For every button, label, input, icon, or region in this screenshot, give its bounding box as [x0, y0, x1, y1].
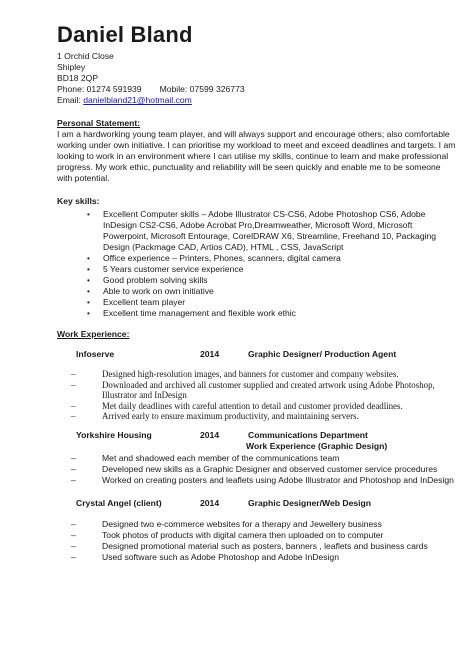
job-header [57, 498, 457, 509]
duty-item: – Developed new skills as a Graphic Designer and observed customer service procedures [71, 463, 438, 474]
duty-item: – Took photos of products with digital camera then uploaded on to computer [71, 529, 384, 540]
job-duties [57, 453, 457, 486]
cv-page [57, 22, 457, 563]
duty-item: – Used software such as Adobe Photoshop and Adobe InDesign [71, 551, 339, 562]
job-role: Graphic Designer/ Production Agent [248, 349, 397, 359]
duty-item: – Met and shadowed each member of the communications team [71, 452, 340, 463]
job-role-secondary [57, 441, 457, 452]
job-company: Crystal Angel (client) [76, 497, 162, 508]
phone-number: Phone: 01274 591939 [57, 84, 142, 94]
email-row [57, 95, 457, 106]
dash-icon: – [71, 551, 76, 562]
dash-icon: – [71, 540, 76, 551]
experience-heading: Work Experience: [57, 329, 130, 339]
skills-list [57, 209, 457, 319]
bullet-icon: • [87, 309, 90, 318]
dash-icon: – [71, 529, 76, 540]
job-header [57, 430, 457, 441]
duty-item: – Worked on creating posters and leaflets using Adobe Illustrator and Photoshop and InDesign [71, 474, 454, 485]
address-line-2: Shipley [57, 62, 86, 72]
job-year: 2014 [200, 497, 220, 508]
skill-item: • Good problem solving skills [87, 275, 208, 285]
skill-item: • Excellent time management and flexible work ethic [87, 308, 296, 318]
skill-item: • Excellent team player [87, 297, 186, 307]
skill-item: • Excellent Computer skills – Adobe Illustrator CS-CS6, Adobe Photoshop CS6, Adobe InDesign CS2-CS6, Adobe Acrobat Pro,Dreamweather, Microsoft Word, Microsoft Powerpoint, Microsoft Entourage, CorelDRAW X6, Streamline, Freehand 10, Packaging Design (Packmage CAD, Artios CAD), HTML , CSS, JavaScript [87, 209, 437, 252]
duty-item: – Designed two e-commerce websites for a therapy and Jewellery business [71, 518, 382, 529]
postcode: BD18 2QP [57, 73, 99, 83]
bullet-icon: • [87, 210, 90, 219]
job-role-line-2: Work Experience (Graphic Design) [246, 440, 388, 451]
duty-item: – Downloaded and archived all customer supplied and created artwork using Adobe Photoshop, Illustrator and InDesign [71, 379, 435, 400]
job-duties [57, 369, 457, 422]
cv-name: Daniel Bland [57, 22, 193, 47]
skill-item: • Office experience – Printers, Phones, scanners, digital camera [87, 253, 341, 263]
bullet-icon: • [87, 265, 90, 274]
dash-icon: – [71, 400, 76, 411]
bullet-icon: • [87, 276, 90, 285]
job-role: Graphic Designer/Web Design [248, 497, 372, 508]
email-link[interactable]: danielbland21@hotmail.com [83, 95, 192, 105]
duty-item: – Designed promotional material such as posters, banners , leaflets and business cards [71, 540, 428, 551]
dash-icon: – [71, 474, 76, 485]
dash-icon: – [71, 518, 76, 529]
job-company: Yorkshire Housing [76, 429, 152, 440]
job-header [57, 349, 457, 360]
job-year: 2014 [200, 429, 220, 440]
bullet-icon: • [87, 254, 90, 263]
duty-item: – Met daily deadlines with careful attention to detail and customer provided deadlines. [71, 400, 403, 411]
dash-icon: – [71, 411, 76, 421]
dash-icon: – [71, 452, 76, 463]
job-role: Communications Department [248, 429, 368, 440]
mobile-number: Mobile: 07599 326773 [159, 84, 245, 94]
dash-icon: – [71, 463, 76, 474]
skills-heading: Key skills: [57, 196, 100, 206]
address-line-1: 1 Orchid Close [57, 51, 114, 61]
statement-heading: Personal Statement: [57, 118, 141, 128]
duty-item: – Designed high-resolution images, and banners for customer and company websites. [71, 369, 399, 379]
duty-item: – Arrived early to ensure maximum productivity, and maintaining servers. [71, 411, 359, 421]
contact-block [57, 51, 457, 106]
bullet-icon: • [87, 287, 90, 296]
phone-row [57, 84, 457, 95]
bullet-icon: • [87, 298, 90, 307]
job-year: 2014 [200, 349, 220, 359]
email-label: Email: [57, 95, 84, 105]
job-duties [57, 519, 457, 563]
skill-item: • 5 Years customer service experience [87, 264, 244, 274]
dash-icon: – [71, 369, 76, 379]
statement-text: I am a hardworking young team player, and will always support and encourage others; also comfortable working under own initiative. I can prioritise my workload to meet and exceed deadlines and targets. I am looking to work in an environment where I can utilise my skills, continue to learn and make professional progress. My work ethic, punctuality and reliability will be seen quickly and enable me to be someone with potential. [57, 129, 456, 183]
job-company: Infoserve [76, 349, 115, 359]
dash-icon: – [71, 379, 76, 390]
skill-item: • Able to work on own initiative [87, 286, 214, 296]
